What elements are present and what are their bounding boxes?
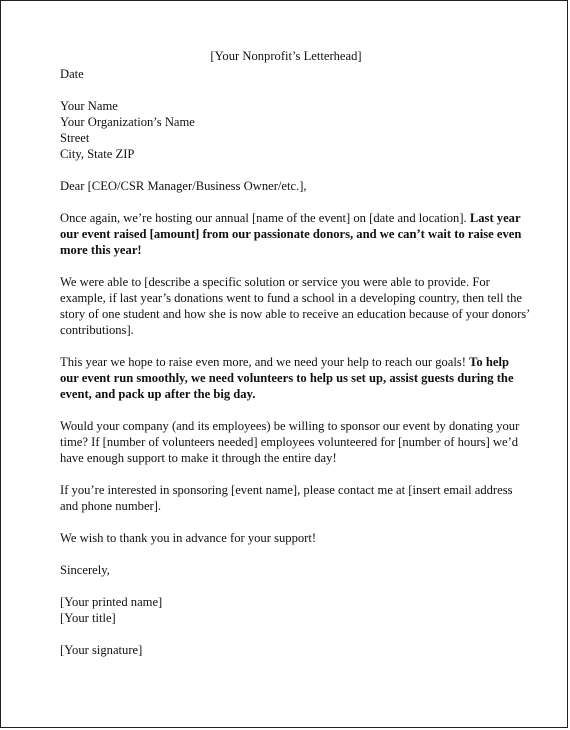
spacer	[60, 626, 530, 642]
letterhead: [Your Nonprofit’s Letterhead]	[210, 49, 362, 63]
spacer	[60, 338, 530, 354]
paragraph-ask	[60, 354, 530, 402]
signer-title: [Your title]	[60, 611, 116, 625]
spacer	[60, 402, 530, 418]
signoff-block	[60, 594, 530, 626]
paragraph-contact: If you’re interested in sponsoring [event name], please contact me at [insert email address and phone number].	[60, 483, 513, 513]
paragraph-thanks: We wish to thank you in advance for your support!	[60, 531, 317, 545]
sender-name: Your Name	[60, 99, 118, 113]
sender-address	[60, 98, 530, 162]
sender-city: City, State ZIP	[60, 147, 135, 161]
closing: Sincerely,	[60, 563, 110, 577]
paragraph-ask-bold: To help our event run smoothly, we need volunteers to help us set up, assist guests during the event, and pack up after the big day.	[60, 355, 514, 401]
paragraph-intro	[60, 210, 530, 258]
paragraph-sponsor: Would your company (and its employees) be willing to sponsor our event by donating your time? If [number of volunteers needed] employees volunteered for [number of hours] we’d have enough support to make it through the entire day!	[60, 419, 520, 465]
signature-line: [Your signature]	[60, 643, 143, 657]
spacer	[60, 546, 530, 562]
date-line: Date	[60, 67, 84, 81]
sender-street: Street	[60, 131, 90, 145]
spacer	[60, 194, 530, 210]
spacer	[60, 162, 530, 178]
printed-name: [Your printed name]	[60, 595, 163, 609]
paragraph-intro-bold: Last year our event raised [amount] from our passionate donors, and we can’t wait to raise even more this year!	[60, 211, 522, 257]
sender-organization: Your Organization’s Name	[60, 115, 195, 129]
salutation: Dear [CEO/CSR Manager/Business Owner/etc.],	[60, 179, 307, 193]
spacer	[60, 514, 530, 530]
spacer	[60, 466, 530, 482]
spacer	[60, 82, 530, 98]
spacer	[60, 578, 530, 594]
paragraph-story: We were able to [describe a specific solution or service you were able to provide. For example, if last year’s donations went to fund a school in a developing country, then tell the story of one student and how she is now able to receive an education because of your donors’ contributions].	[60, 275, 530, 337]
paragraph-intro-text: Once again, we’re hosting our annual [name of the event] on [date and location].	[60, 211, 470, 225]
letter-body	[60, 48, 530, 658]
paragraph-ask-text: This year we hope to raise even more, and we need your help to reach our goals!	[60, 355, 470, 369]
spacer	[60, 258, 530, 274]
